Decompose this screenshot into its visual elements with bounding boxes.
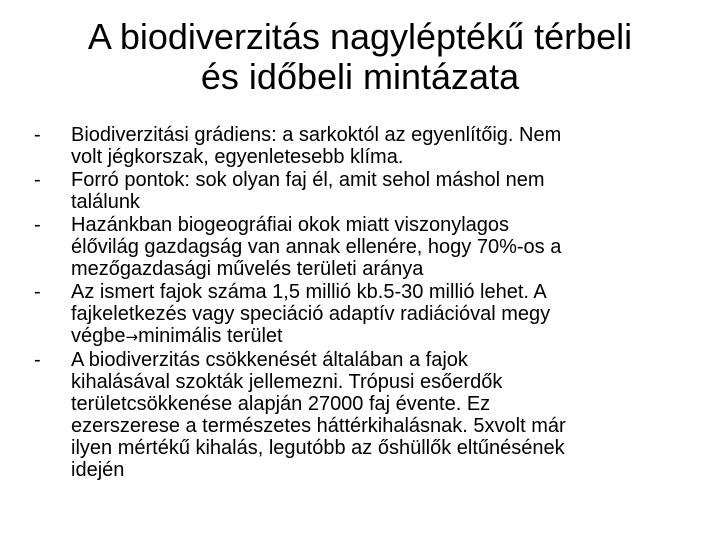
bullet-text-line: ilyen mértékű kihalás, legutóbb az őshüllők eltűnésének bbox=[71, 437, 565, 459]
bullet-text-line: volt jégkorszak, egyenletesebb klíma. bbox=[71, 146, 404, 168]
bullet-marker: - bbox=[34, 214, 41, 236]
bullet-text-line: végbe bbox=[71, 325, 126, 347]
bullet-text-line: fajkeletkezés vagy speciáció adaptív radiációval megy bbox=[71, 303, 551, 325]
bullet-text-line: idején bbox=[71, 459, 125, 481]
title-line-1: A biodiverzitás nagyléptékű térbeli bbox=[87, 16, 633, 57]
bullet-list bbox=[24, 124, 684, 482]
bullet-text-line: mezőgazdasági művelés területi aránya bbox=[71, 258, 424, 280]
bullet-marker: - bbox=[34, 169, 41, 191]
bullet-text-line: minimális terület bbox=[138, 325, 283, 347]
bullet-item bbox=[24, 124, 684, 168]
bullet-text-line: élővilág gazdagság van annak ellenére, hogy 70%-os a bbox=[71, 236, 562, 258]
bullet-marker: - bbox=[34, 281, 41, 303]
bullet-item bbox=[24, 349, 684, 481]
slide-title bbox=[20, 17, 700, 97]
bullet-text-line: Az ismert fajok száma 1,5 millió kb.5-30 millió lehet. A bbox=[71, 281, 547, 303]
bullet-text-line: területcsökkenése alapján 27000 faj évente. Ez bbox=[71, 393, 491, 415]
bullet-text-line: Forró pontok: sok olyan faj él, amit sehol máshol nem bbox=[71, 169, 545, 191]
bullet-text-line: Hazánkban biogeográfiai okok miatt viszonylagos bbox=[71, 214, 510, 236]
bullet-marker: - bbox=[34, 124, 41, 146]
bullet-text-line: kihalásával szokták jellemezni. Trópusi esőerdők bbox=[71, 371, 503, 393]
bullet-text-line: Biodiverzitási grádiens: a sarkoktól az egyenlítőig. Nem bbox=[71, 124, 562, 146]
bullet-item bbox=[24, 169, 684, 213]
bullet-text-line: ezerszerese a természetes háttérkihalásnak. 5xvolt már bbox=[71, 415, 566, 437]
title-line-2: és időbeli mintázata bbox=[200, 56, 520, 97]
bullet-text-line: A biodiverzitás csökkenését általában a fajok bbox=[71, 349, 468, 371]
arrow-right-icon: → bbox=[125, 328, 139, 346]
bullet-marker: - bbox=[34, 349, 41, 371]
bullet-item bbox=[24, 214, 684, 280]
bullet-text-line: találunk bbox=[71, 191, 140, 213]
bullet-item bbox=[24, 281, 684, 348]
